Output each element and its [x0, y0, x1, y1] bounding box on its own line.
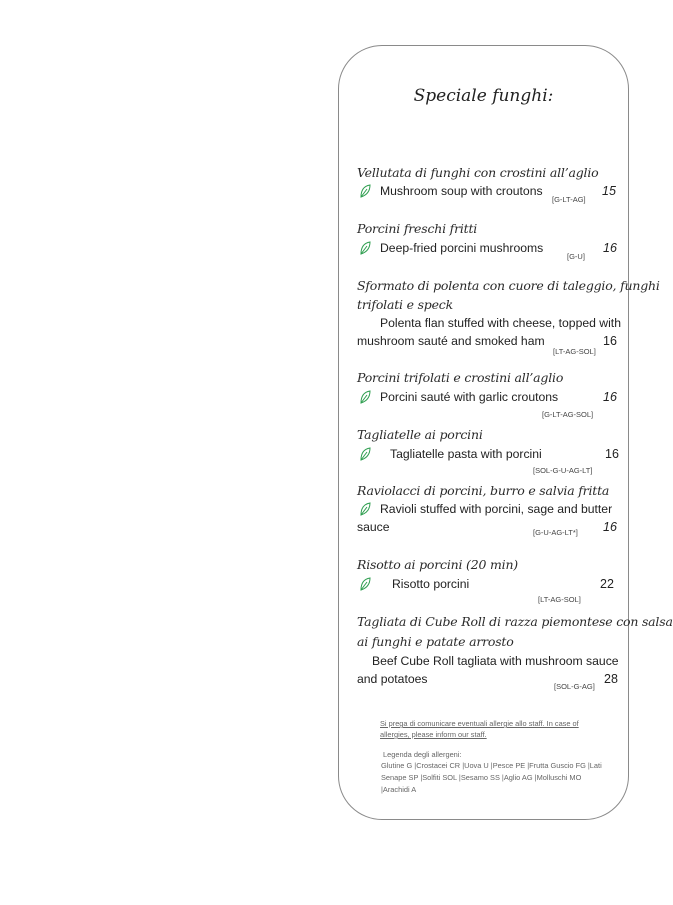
- item-english-name: Ravioli stuffed with porcini, sage and butter: [380, 502, 613, 516]
- item-italian-name: Tagliatelle ai porcini: [357, 427, 483, 442]
- item-english-name: Beef Cube Roll tagliata with mushroom sauce: [372, 654, 619, 668]
- item-italian-name-cont: trifolati e speck: [357, 297, 453, 312]
- item-price: 16: [603, 390, 617, 404]
- item-english-name: Porcini sauté with garlic croutons: [380, 390, 559, 404]
- item-italian-name: Tagliata di Cube Roll di razza piemontese con salsa: [357, 614, 673, 629]
- vegetarian-leaf-icon: [359, 447, 371, 461]
- vegetarian-leaf-icon: [359, 390, 371, 404]
- allergen-legend-cont: Senape SP |Solfiti SOL |Sesamo SS |Aglio AG |Molluschi MO: [381, 773, 582, 782]
- item-english-name-cont: and potatoes: [357, 672, 428, 686]
- item-price: 22: [600, 577, 614, 591]
- allergen-legend: Glutine G |Crostacei CR |Uova U |Pesce PE |Frutta Guscio FG |Lati: [381, 761, 602, 770]
- allergen-code: [LT-AG-SOL]: [538, 595, 581, 604]
- item-price: 16: [603, 520, 617, 534]
- item-italian-name: Porcini freschi fritti: [357, 221, 478, 236]
- item-price: 16: [603, 334, 617, 348]
- item-italian-name: Raviolacci di porcini, burro e salvia fritta: [357, 483, 610, 498]
- allergen-code: [G-LT-AG]: [552, 195, 586, 204]
- item-price: 15: [602, 184, 616, 198]
- item-english-name: Mushroom soup with croutons: [380, 184, 543, 198]
- allergy-note: Si prega di comunicare eventuali allergie allo staff. In case of: [380, 719, 579, 728]
- item-italian-name: Risotto ai porcini (20 min): [357, 557, 518, 572]
- item-italian-name-cont: ai funghi e patate arrosto: [357, 634, 514, 649]
- vegetarian-leaf-icon: [359, 502, 371, 516]
- allergen-legend-title: Legenda degli allergeni:: [383, 750, 462, 759]
- item-english-name: Deep-fried porcini mushrooms: [380, 241, 544, 255]
- item-english-name: Tagliatelle pasta with porcini: [390, 447, 542, 461]
- menu-title: Speciale funghi:: [413, 86, 554, 106]
- allergen-code: [G-LT-AG-SOL]: [542, 410, 594, 419]
- item-italian-name: Porcini trifolati e crostini all’aglio: [357, 370, 564, 385]
- item-english-name-cont: mushroom sauté and smoked ham: [357, 334, 545, 348]
- item-price: 16: [603, 241, 617, 255]
- item-italian-name: Sformato di polenta con cuore di taleggio, funghi: [357, 278, 660, 293]
- allergen-code: [LT-AG-SOL]: [553, 347, 596, 356]
- allergen-code: [G-U-AG-LT*]: [533, 528, 578, 537]
- vegetarian-leaf-icon: [359, 184, 371, 198]
- item-english-name: Risotto porcini: [392, 577, 470, 591]
- vegetarian-leaf-icon: [359, 577, 371, 591]
- item-italian-name: Vellutata di funghi con crostini all’aglio: [357, 165, 599, 180]
- allergen-code: [SOL-G-AG]: [554, 682, 595, 691]
- item-english-name-cont: sauce: [357, 520, 390, 534]
- item-english-name: Polenta flan stuffed with cheese, topped with: [380, 316, 621, 330]
- allergen-code: [SOL-G-U-AG-LT]: [533, 466, 593, 475]
- allergen-code: [G-U]: [567, 252, 585, 261]
- allergen-legend-cont: |Arachidi A: [381, 785, 417, 794]
- vegetarian-leaf-icon: [359, 241, 371, 255]
- item-price: 16: [605, 447, 619, 461]
- allergy-note-cont: allergies, please inform our staff.: [380, 730, 487, 739]
- item-price: 28: [604, 672, 618, 686]
